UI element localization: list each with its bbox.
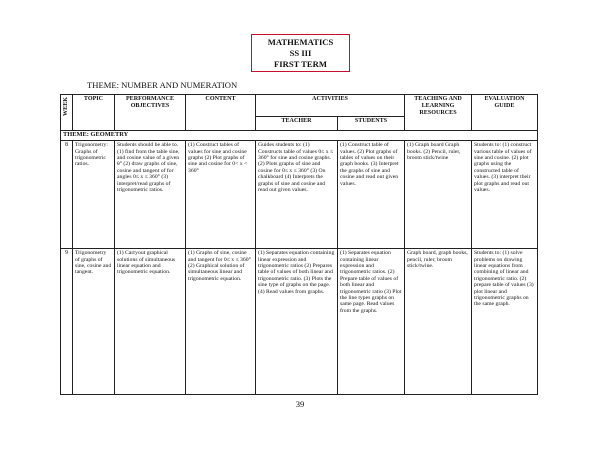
subject-title: MATHEMATICS [267, 37, 334, 47]
topic-header: TOPIC [73, 95, 115, 131]
topic-cell: Trigonometry of graphs of sine, cosine and tangent. [73, 249, 115, 395]
page-number: 39 [295, 399, 305, 409]
title-box [251, 34, 350, 72]
theme-heading: THEME: NUMBER AND NUMERATION [87, 80, 238, 90]
evaluation-header: EVALUATION GUIDE [472, 95, 538, 131]
objectives-header: PERFORMANCE OBJECTIVES [115, 95, 186, 131]
objectives-cell: Students should be able to. (1) find from the table sine, and cosine value of a given θ° (2) draw graphs of sine, cosine and tangent of for angles 0≤ x ≤ 360° (3) interpret/read graphs of trigonometric ratios. [115, 141, 186, 249]
resources-cell: (1) Graph board Graph books. (2) Pencil, ruler, broom stick/twine [405, 141, 472, 249]
class-title: SS III [289, 47, 312, 58]
table-row [61, 141, 538, 249]
teacher-cell: (1) Separates equation containing linear expression and trigonometric ratios (2) Prepares table of values of both linear and trigonometric ratio. (3) Plots the sine type of graphs on the page. (4) Read values from graphs. [256, 249, 338, 395]
teacher-cell: Guides students to: (1) Constructs table of values 0≤ x ≤ 360° for sine and cosine graphs. (2) Plots graphs of sine and cosine for 0≤ x ≤ 360° (3) On chalkboard (4) Interprets the graphs of sine and cosine and read out given values. [256, 141, 338, 249]
resources-header: TEACHING AND LEARNING RESOURCES [405, 95, 472, 131]
theme-geometry: THEME: GEOMETRY [61, 130, 538, 140]
objectives-cell: (1) Carryout graphical solutions of simultaneous linear equation and trigonometric equation. [115, 249, 186, 395]
theme-geometry-row [61, 130, 538, 140]
scheme-of-work-table [60, 94, 538, 395]
teacher-header: TEACHER [256, 117, 338, 130]
topic-cell: Trigonometry: Graphs of trigonometric ratios. [73, 141, 115, 249]
resources-cell: Graph board, graph books, pencil, ruler, broom stick/twine. [405, 249, 472, 395]
students-cell: (1) Separates equation containing linear expression and trigonometric ratios. (2) Prepare table of values of both linear and trigonometric ratio (3) Plot the line types graphs on same page. Read values from the graphs. [338, 249, 405, 395]
content-header: CONTENT [186, 95, 256, 131]
students-cell: (1) Construct table of values. (2) Plot graphs of tables of values on their graph books. (3) Interpret the graphs of sine and cosine and read out given values. [338, 141, 405, 249]
content-cell: (1) Construct tables of values for sine and cosine graphs (2) Plot graphs of sine and cosine for 0< x < 360° [186, 141, 256, 249]
week-cell: 8 [61, 141, 73, 249]
evaluation-cell: Students to: (1) solve problems on drawing linear equations from combining of linear and trigonometric ratio. (2) prepare table of values (3) plot linear and trigonometric graphs on the same graph. [472, 249, 538, 395]
week-cell: 9 [61, 249, 73, 395]
term-title: FIRST TERM [274, 58, 327, 69]
table-row [61, 249, 538, 395]
header-row-1 [61, 95, 538, 117]
activities-header: ACTIVITIES [256, 95, 405, 117]
students-header: STUDENTS [338, 117, 405, 130]
content-cell: (1) Graphs of sine, cosine and tangent for 0≤ x ≤ 360° (2) Graphical solution of simultaneous linear and trigonometric equation. [186, 249, 256, 395]
evaluation-cell: Students to: (1) construct various table of values of sine and cosine. (2) plot graphs using the constructed table of values. (3) interpret their plot graphs and read out values. [472, 141, 538, 249]
week-header: WEEK [61, 95, 73, 131]
